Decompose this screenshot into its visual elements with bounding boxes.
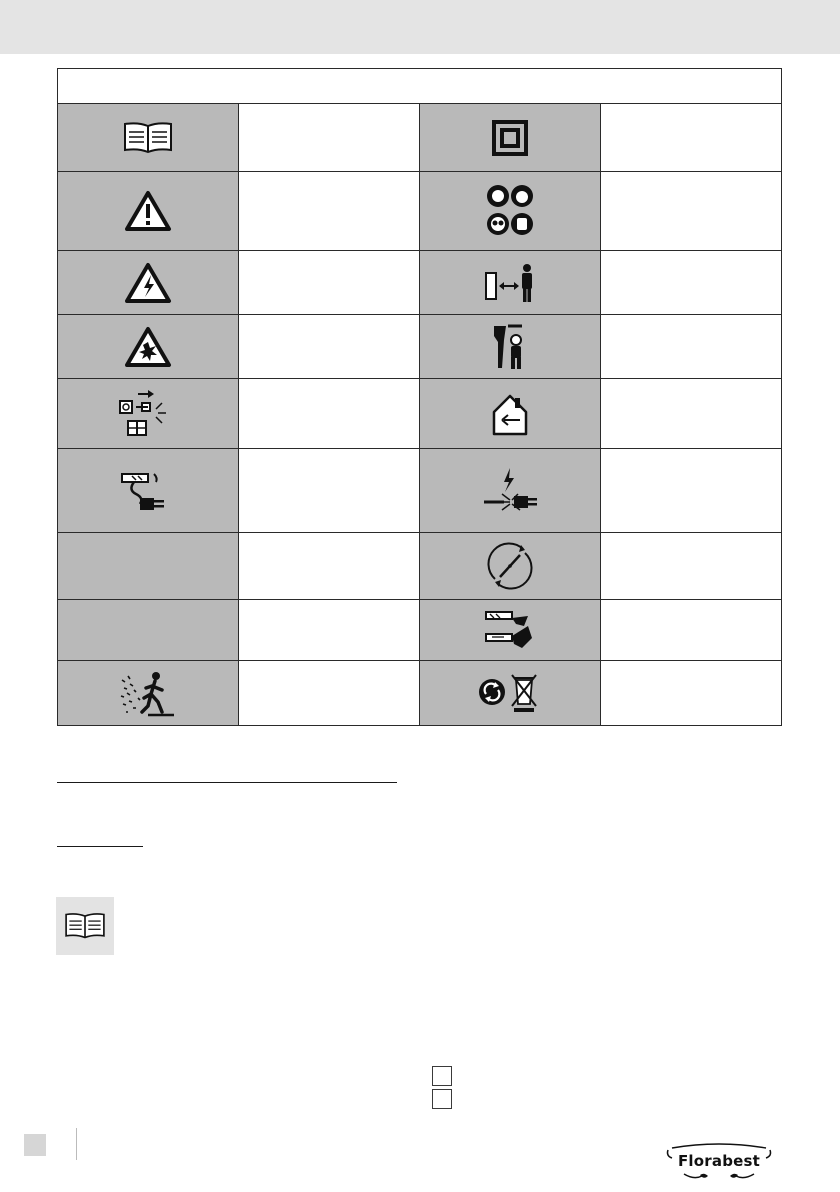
symbol-description [601, 251, 782, 315]
warning-triangle-icon [58, 172, 239, 251]
recycling-and-weee-icon [420, 661, 601, 726]
table-row [58, 600, 782, 661]
symbol-description [601, 449, 782, 533]
table-row [58, 251, 782, 315]
electric-shock-warning-icon [58, 251, 239, 315]
read-manual-icon [56, 897, 114, 955]
symbol-description [239, 251, 420, 315]
symbol-description [239, 661, 420, 726]
table-header-row [58, 69, 782, 104]
rotating-blade-icon [420, 533, 601, 600]
table-row [58, 315, 782, 379]
header-band [0, 0, 840, 54]
checklist-checkbox[interactable] [432, 1089, 452, 1109]
section-heading-underline [57, 782, 397, 783]
damaged-cable-unplug-icon [58, 449, 239, 533]
symbol-description [239, 315, 420, 379]
protection-class-ii-icon [420, 104, 601, 172]
brand-logo [664, 1142, 774, 1182]
footer-divider [76, 1128, 77, 1160]
table-row [58, 172, 782, 251]
symbol-description [239, 449, 420, 533]
symbol-description [239, 600, 420, 661]
empty-icon-cell [58, 533, 239, 600]
subsection-heading-underline [57, 846, 143, 847]
brand-logo-text: Florabest [677, 1152, 761, 1170]
checklist-checkbox[interactable] [432, 1066, 452, 1086]
table-row [58, 379, 782, 449]
symbol-description [601, 172, 782, 251]
symbol-description [601, 379, 782, 449]
table-row [58, 533, 782, 600]
symbol-description [601, 315, 782, 379]
unplug-before-maintenance-icon [58, 379, 239, 449]
symbol-description [239, 172, 420, 251]
symbol-description [601, 661, 782, 726]
symbol-description [239, 379, 420, 449]
symbol-table [57, 68, 782, 726]
read-manual-icon [58, 104, 239, 172]
symbol-description [601, 104, 782, 172]
flying-debris-icon [58, 661, 239, 726]
symbol-description [239, 533, 420, 600]
empty-icon-cell [58, 600, 239, 661]
protective-equipment-icon [420, 172, 601, 251]
table-row [58, 661, 782, 726]
table-header-cell [58, 69, 782, 104]
blade-handling-gloves-icon [420, 600, 601, 661]
damaged-plug-spark-icon [420, 449, 601, 533]
table-row [58, 104, 782, 172]
keep-children-away-icon [420, 315, 601, 379]
table-row [58, 449, 782, 533]
symbol-description [601, 533, 782, 600]
keep-distance-bystanders-icon [420, 251, 601, 315]
symbol-description [601, 600, 782, 661]
indoor-use-only-icon [420, 379, 601, 449]
symbol-description [239, 104, 420, 172]
explosion-hazard-icon [58, 315, 239, 379]
page-number-tab [24, 1134, 46, 1156]
